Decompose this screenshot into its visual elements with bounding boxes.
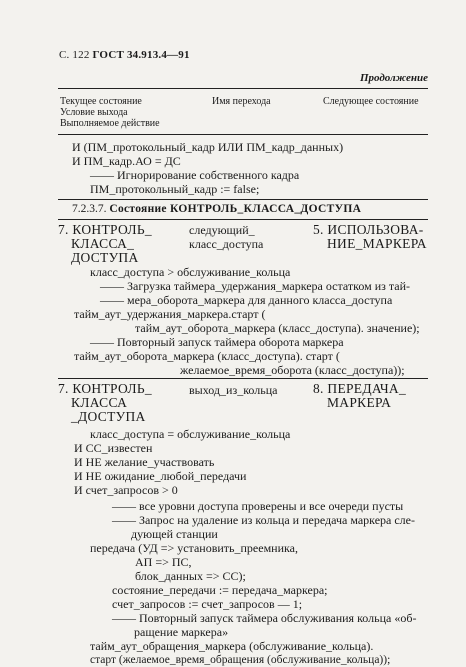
action-line: старт (желаемое_время_обращения (обслуживание_кольца)); [90,654,391,666]
condition-line: И СС_известен [74,441,153,455]
column-header-current-state: Текущее состояние Условие выхода Выполняемое действие [60,96,160,129]
condition-line: класс_доступа > обслуживание_кольца [90,265,291,279]
transition-separator [58,378,428,379]
current-state-name: _ДОСТУПА [71,409,146,424]
section-rule-bottom [58,219,428,220]
section-heading [72,203,361,216]
section-number: 7.2.3.7. [72,203,107,215]
current-state-name: КЛАССА [71,395,128,410]
comment-line: —— Загрузка таймера_удержания_маркера остатком из тай- [100,279,411,293]
action-line: передача (УД => установить_преемника, [90,541,298,555]
comment-line: —— Запрос на удаление из кольца и передача маркера сле- [112,513,415,527]
condition-line: И (ПМ_протокольный_кадр ИЛИ ПМ_кадр_данных) [72,140,344,154]
action-line: желаемое_время_оборота (класс_доступа)); [180,363,405,377]
standard-code: ГОСТ 34.913.4—91 [92,49,190,61]
comment-line: дующей станции [131,527,218,541]
current-state-name: 7. КОНТРОЛЬ_ [58,222,152,237]
action-line: АП => ПС, [135,555,192,569]
comment-line: —— Повторный запуск таймера оборота маркера [90,335,344,349]
page-header [59,49,190,61]
comment-line: —— Повторный запуск таймера обслуживания кольца «об- [112,611,417,625]
comment-line: —— все уровни доступа проверены и все очереди пусты [112,499,404,513]
current-state-name: КЛАССА_ [71,236,135,251]
action-line: тайм_аут_обращения_маркера (обслуживание_кольца). [90,639,374,653]
transition-name: следующий_ [189,223,255,237]
current-state-name: ДОСТУПА [71,250,139,265]
next-state-name: 5. ИСПОЛЬЗОВА- [313,222,424,237]
action-line: ПМ_протокольный_кадр := false; [90,182,260,196]
page-number: С. 122 [59,49,90,61]
comment-line: —— мера_оборота_маркера для данного класса_доступа [100,293,393,307]
action-line: тайм_аут_оборота_маркера (класс_доступа). старт ( [74,349,340,363]
column-header-next-state: Следующее состояние [323,96,419,107]
action-line: блок_данных => СС); [135,569,246,583]
condition-line: класс_доступа = обслуживание_кольца [90,427,291,441]
next-state-name: 8. ПЕРЕДАЧА_ [313,381,407,396]
action-line: тайм_аут_оборота_маркера (класс_доступа). значение); [135,321,420,335]
header-rule-top [58,88,428,89]
action-line: состояние_передачи := передача_маркера; [112,583,328,597]
section-title: Состояние КОНТРОЛЬ_КЛАССА_ДОСТУПА [109,203,362,215]
action-line: тайм_аут_удержания_маркера.старт ( [74,307,266,321]
continuation-label: Продолжение [359,72,428,84]
condition-line: И НЕ желание_участвовать [74,455,215,469]
column-header-transition-name: Имя перехода [212,96,271,107]
header-rule-bottom [58,134,428,135]
transition-name: выход_из_кольца [189,383,278,397]
condition-line: И счет_запросов > 0 [74,483,178,497]
section-rule-top [58,199,428,200]
current-state-name: 7. КОНТРОЛЬ_ [58,381,152,396]
condition-line: И ПМ_кадр.АО = ДС [72,154,181,168]
next-state-name: НИЕ_МАРКЕРА [327,236,427,251]
comment-line: ращение маркера» [134,625,229,639]
comment-line: —— Игнорирование собственного кадра [90,168,300,182]
transition-name: класс_доступа [189,237,264,251]
action-line: счет_запросов := счет_запросов — 1; [112,597,303,611]
condition-line: И НЕ ожидание_любой_передачи [74,469,247,483]
next-state-name: МАРКЕРА [327,395,392,410]
